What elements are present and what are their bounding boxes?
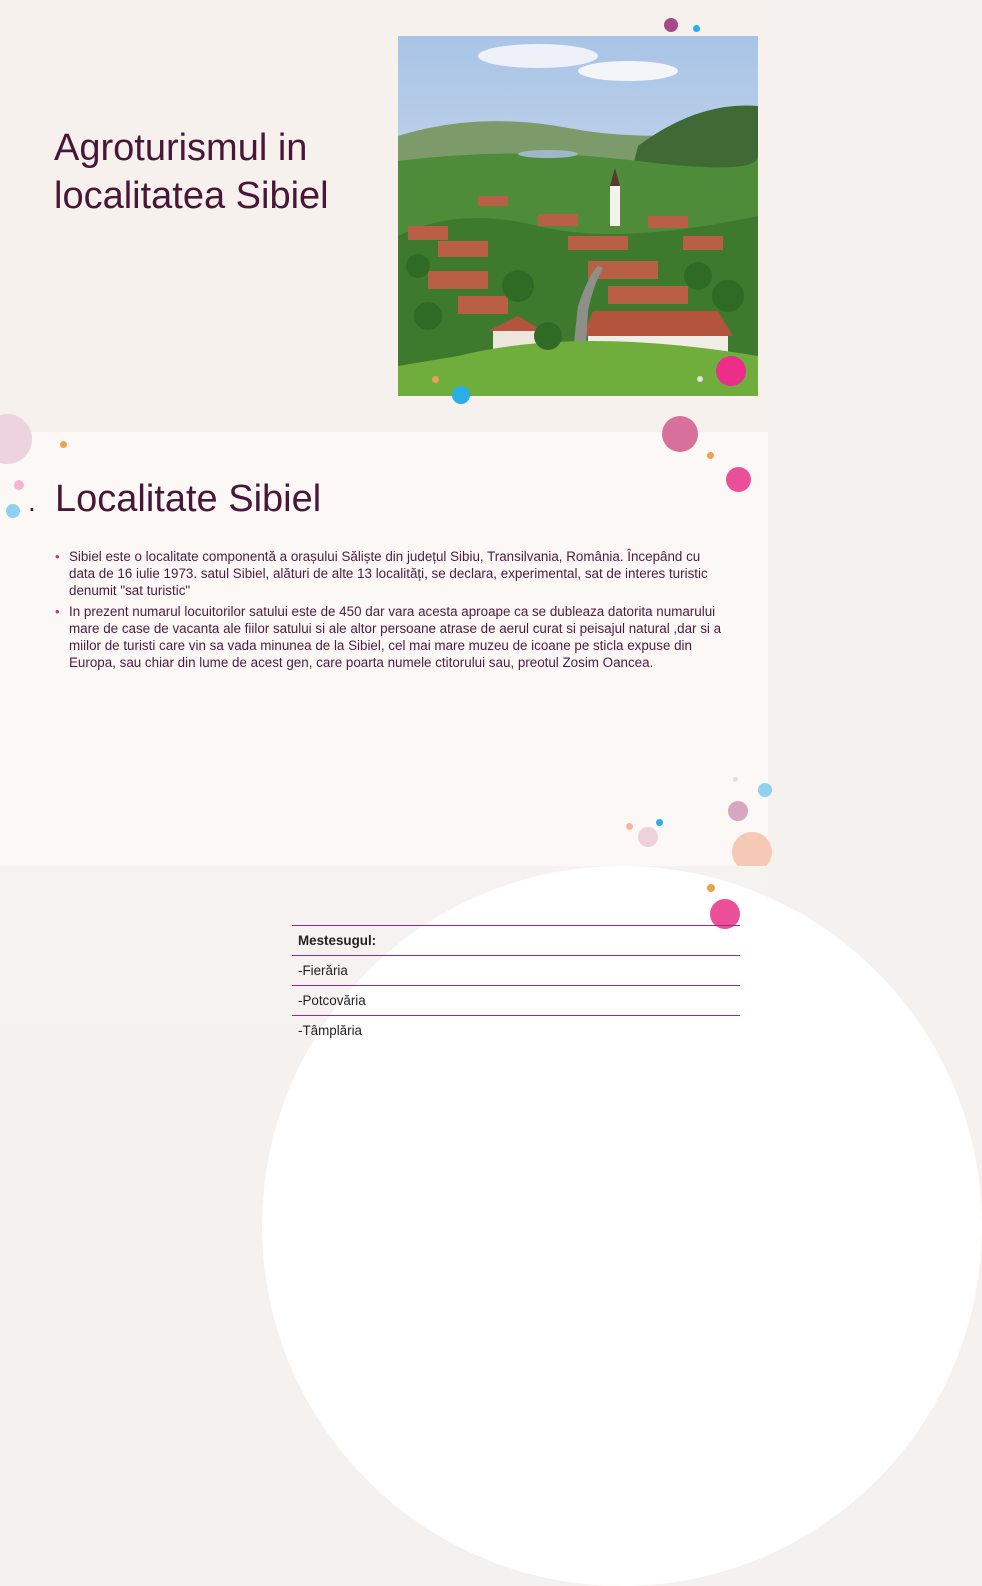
- table-header-row: [292, 926, 740, 956]
- list-item-text: Sibiel este o localitate componentă a orașului Săliște din județul Sibiu, Transilvania, România. Începând cu data de 16 iulie 1973. satul Sibiel, alături de alte 13 localități, se declara, experimental, sat de interes turistic denumit "sat turistic": [69, 549, 708, 598]
- decor-dot: [728, 801, 748, 821]
- table-cell: -Tâmplăria: [292, 1016, 740, 1046]
- table-cell: -Potcovăria: [292, 986, 740, 1016]
- slide-mestesuguri: [0, 866, 768, 1038]
- decor-dot: [626, 823, 633, 830]
- decor-dot: [6, 504, 20, 518]
- title-line-2: localitatea Sibiel: [54, 175, 329, 217]
- decor-dot: [707, 452, 714, 459]
- table-cell: -Fierăria: [292, 956, 740, 986]
- bullet-list: [55, 548, 725, 675]
- decor-dot: [733, 777, 738, 782]
- village-photo-image: [398, 36, 758, 396]
- slide-title-heading: [54, 124, 384, 220]
- bullet-dot-icon: •: [55, 549, 60, 564]
- decor-dot: [693, 25, 700, 32]
- slide-localitate: [0, 432, 768, 866]
- decor-dot: [432, 376, 439, 383]
- table-header-cell: Mestesugul:: [292, 926, 740, 956]
- decor-dot: [697, 376, 703, 382]
- table-row: [292, 986, 740, 1016]
- village-photo: [398, 36, 758, 396]
- decor-dot: [60, 441, 67, 448]
- decor-dot: [14, 480, 24, 490]
- slide-title: [0, 0, 768, 432]
- decor-dot: [638, 827, 658, 847]
- decor-dot: [662, 416, 698, 452]
- decor-dot: [452, 386, 470, 404]
- section-title: Localitate Sibiel: [55, 478, 322, 520]
- list-item-text: In prezent numarul locuitorilor satului este de 450 dar vara acesta aproape ca se dubleaza datorita numarului mare de case de vacanta ale fiilor satului si ale altor persoane atrase de aerul curat si peisajul natural ,dar si a miilor de turisti care vin sa vada minunea de la Sibiel, cel mai mare muzeu de icoane pe sticla expuse din Europa, sau chiar din lume de acest gen, care poarta numele ctitorului sau, preotul Zosim Oancea.: [69, 604, 722, 670]
- decor-dot: [656, 819, 663, 826]
- list-item: [55, 603, 725, 671]
- title-line-1: Agroturismul in: [54, 127, 308, 169]
- decor-dot: [716, 356, 746, 386]
- table-row: [292, 956, 740, 986]
- decor-dot: [758, 783, 772, 797]
- crafts-table: [292, 925, 740, 1045]
- table-row: [292, 1016, 740, 1046]
- title-marker: .: [28, 486, 36, 517]
- list-item: [55, 548, 725, 599]
- decor-dot: [707, 884, 715, 892]
- decor-dot: [726, 467, 751, 492]
- decor-dot: [664, 18, 678, 32]
- bullet-dot-icon: •: [55, 604, 60, 619]
